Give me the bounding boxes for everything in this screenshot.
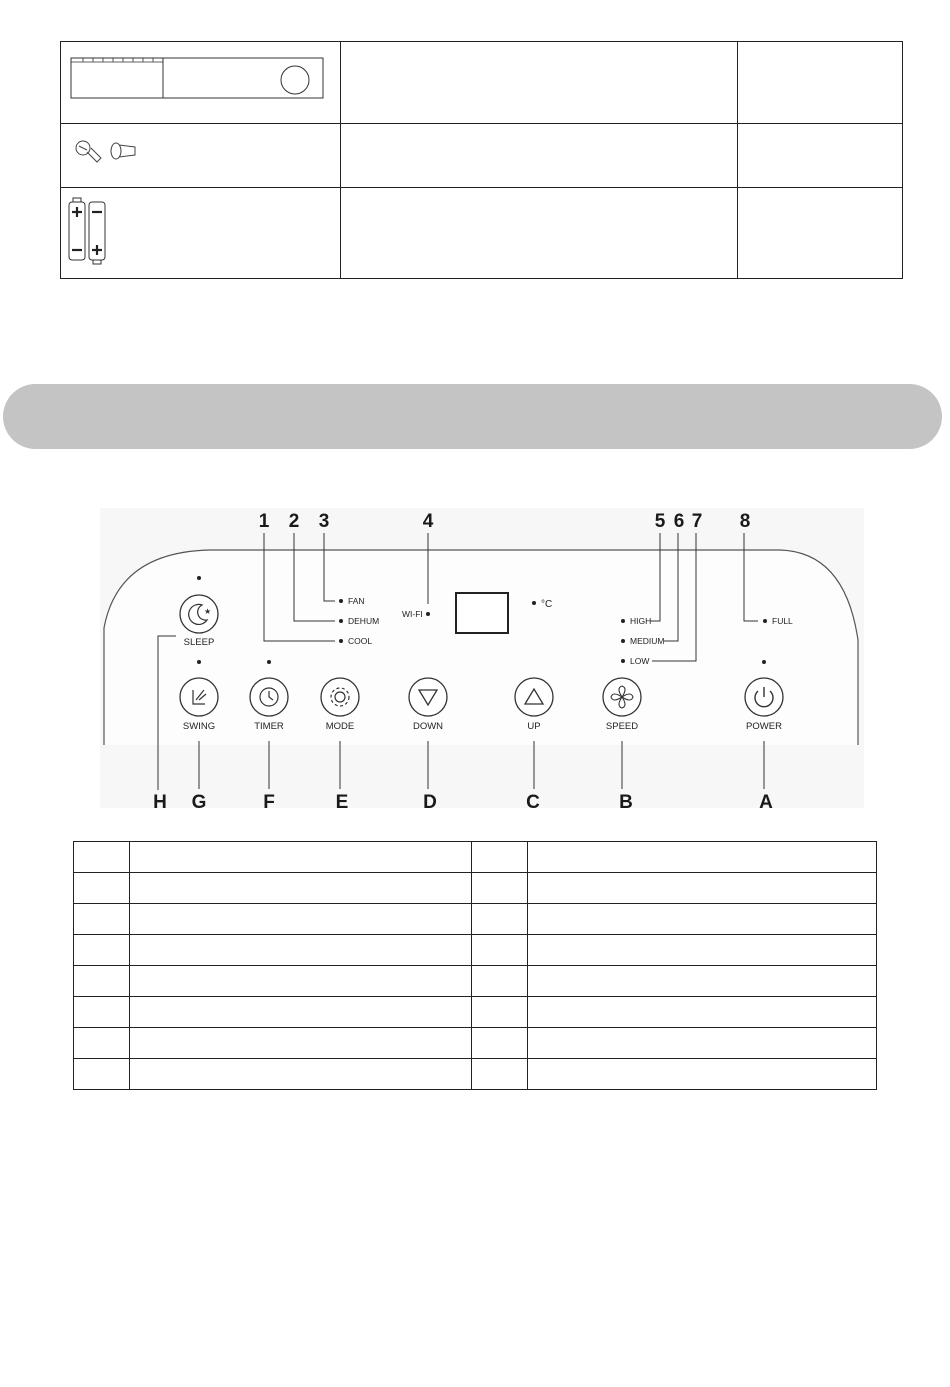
down-label: DOWN bbox=[412, 721, 444, 732]
timer-led bbox=[267, 660, 271, 664]
sleep-button[interactable] bbox=[180, 595, 218, 633]
key-table-row bbox=[74, 904, 877, 935]
key-table-cell bbox=[74, 966, 130, 997]
key-table-cell bbox=[129, 1028, 472, 1059]
key-table-cell bbox=[528, 873, 877, 904]
key-table-cell bbox=[472, 997, 528, 1028]
key-table-cell bbox=[74, 873, 130, 904]
timer-label: TIMER bbox=[254, 721, 284, 732]
low-led bbox=[621, 659, 625, 663]
callout-c: C bbox=[526, 792, 540, 813]
key-table-row bbox=[74, 842, 877, 873]
power-button[interactable] bbox=[745, 678, 783, 716]
callout-7: 7 bbox=[691, 511, 703, 532]
speed-button[interactable] bbox=[603, 678, 641, 716]
star-icon: ★ bbox=[204, 607, 212, 616]
callout-6: 6 bbox=[673, 511, 685, 532]
key-table-cell bbox=[74, 1028, 130, 1059]
key-table-cell bbox=[472, 842, 528, 873]
swing-led bbox=[197, 660, 201, 664]
power-led bbox=[762, 660, 766, 664]
callout-b: B bbox=[619, 792, 633, 813]
key-table-cell bbox=[528, 1028, 877, 1059]
medium-led bbox=[621, 639, 625, 643]
full-label: FULL bbox=[772, 616, 793, 626]
up-label: UP bbox=[527, 721, 541, 732]
key-table-cell bbox=[74, 904, 130, 935]
key-table-cell bbox=[74, 935, 130, 966]
sleep-label: SLEEP bbox=[183, 637, 215, 648]
callout-a: A bbox=[759, 792, 773, 813]
callout-5: 5 bbox=[654, 511, 666, 532]
key-table-row bbox=[74, 873, 877, 904]
callout-h: H bbox=[153, 792, 167, 813]
key-table-cell bbox=[129, 842, 472, 873]
callout-8: 8 bbox=[739, 511, 751, 532]
celsius-label: °C bbox=[541, 599, 553, 610]
key-table-row bbox=[74, 1059, 877, 1090]
sleep-led bbox=[197, 576, 201, 580]
key-table-cell bbox=[472, 1028, 528, 1059]
cool-label: COOL bbox=[348, 636, 373, 646]
fan-led bbox=[339, 599, 343, 603]
callout-d: D bbox=[423, 792, 437, 813]
high-led bbox=[621, 619, 625, 623]
up-button[interactable] bbox=[515, 678, 553, 716]
fan-label: FAN bbox=[348, 596, 365, 606]
high-label: HIGH bbox=[630, 616, 652, 626]
key-table-cell bbox=[129, 966, 472, 997]
temperature-display bbox=[456, 593, 508, 633]
swing-button[interactable] bbox=[180, 678, 218, 716]
down-button[interactable] bbox=[409, 678, 447, 716]
key-table-row bbox=[74, 997, 877, 1028]
dehum-led bbox=[339, 619, 343, 623]
power-label: POWER bbox=[746, 721, 782, 732]
key-table-cell bbox=[472, 873, 528, 904]
key-table-cell bbox=[528, 966, 877, 997]
callout-4: 4 bbox=[422, 511, 434, 532]
mode-button[interactable] bbox=[321, 678, 359, 716]
swing-label: SWING bbox=[182, 721, 216, 732]
key-table-cell bbox=[472, 904, 528, 935]
key-table-cell bbox=[472, 1059, 528, 1090]
callout-g: G bbox=[191, 792, 207, 813]
speed-label: SPEED bbox=[605, 721, 639, 732]
key-table-row bbox=[74, 966, 877, 997]
key-table-cell bbox=[472, 935, 528, 966]
key-table-cell bbox=[129, 1059, 472, 1090]
key-table-cell bbox=[129, 997, 472, 1028]
low-label: LOW bbox=[630, 656, 650, 666]
callout-2: 2 bbox=[288, 511, 300, 532]
timer-button[interactable] bbox=[250, 678, 288, 716]
key-table-cell bbox=[528, 904, 877, 935]
key-table bbox=[73, 841, 877, 1090]
medium-label: MEDIUM bbox=[630, 636, 665, 646]
key-table-cell bbox=[528, 935, 877, 966]
key-table-cell bbox=[528, 842, 877, 873]
full-led bbox=[763, 619, 767, 623]
panel-outline bbox=[104, 550, 858, 745]
key-table-cell bbox=[74, 1059, 130, 1090]
key-table-cell bbox=[74, 842, 130, 873]
key-table-row bbox=[74, 935, 877, 966]
callout-f: F bbox=[263, 792, 275, 813]
key-table-row bbox=[74, 1028, 877, 1059]
key-table-cell bbox=[74, 997, 130, 1028]
callout-e: E bbox=[335, 792, 349, 813]
key-table-cell bbox=[129, 873, 472, 904]
wifi-led bbox=[426, 612, 430, 616]
key-table-body bbox=[74, 842, 877, 1090]
dehum-label: DEHUM bbox=[348, 616, 380, 626]
key-table-cell bbox=[129, 935, 472, 966]
key-table-cell bbox=[129, 904, 472, 935]
cool-led bbox=[339, 639, 343, 643]
wifi-label: WI-FI bbox=[402, 609, 423, 619]
key-table-cell bbox=[528, 1059, 877, 1090]
celsius-led bbox=[532, 601, 536, 605]
key-table-cell bbox=[472, 966, 528, 997]
key-table-cell bbox=[528, 997, 877, 1028]
callout-1: 1 bbox=[258, 511, 270, 532]
callout-3: 3 bbox=[318, 511, 330, 532]
mode-label: MODE bbox=[325, 721, 355, 732]
